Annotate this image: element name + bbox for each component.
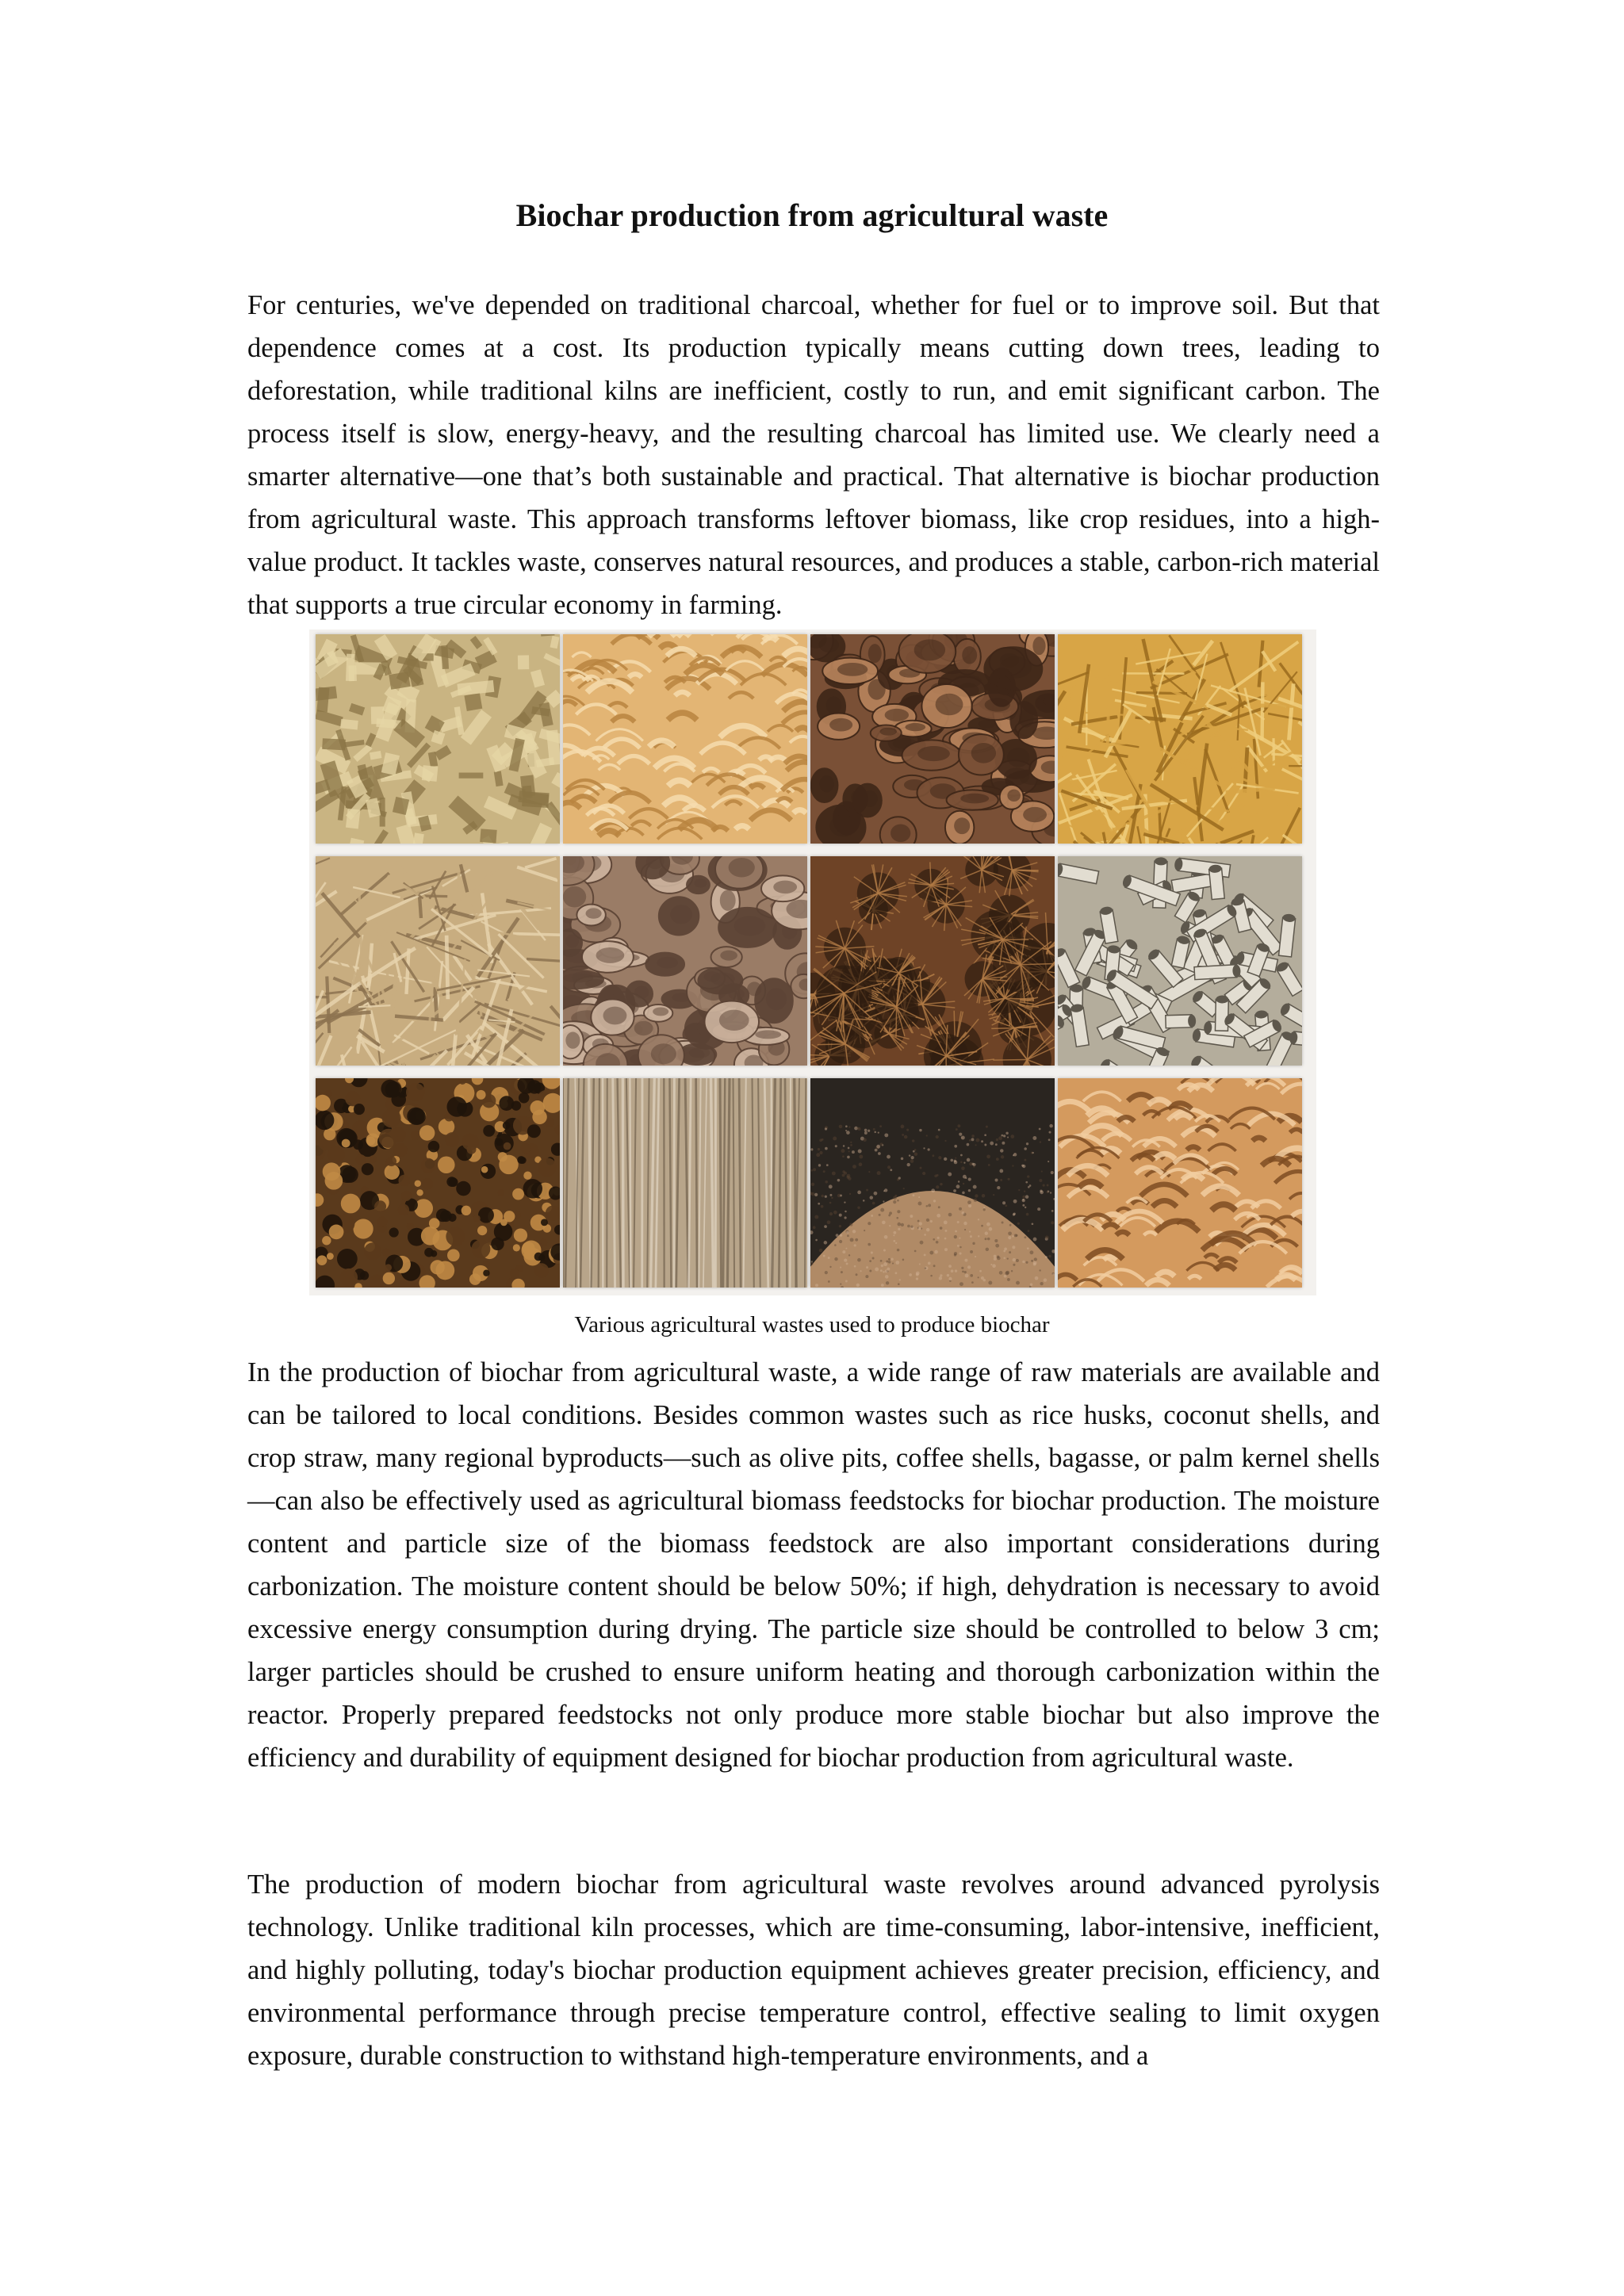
- tile-biomass-powder-pile: [810, 1078, 1055, 1288]
- document-title: Biochar production from agricultural waste: [515, 197, 1109, 233]
- tile-fiber-strands: [563, 1078, 807, 1288]
- figure-caption: Various agricultural wastes used to produce biochar: [574, 1312, 1050, 1337]
- tile-wood-chips: [316, 634, 560, 844]
- tile-sawdust-shavings: [563, 634, 807, 844]
- tile-coconut-shell-pieces: [810, 634, 1055, 844]
- feedstock-paragraph: In the production of biochar from agricultural waste, a wide range of raw materials are available and can be tailored to local conditions. Besides common wastes such as rice husks, coconut shells, and crop straw, many regional byproducts—such as olive pits, coffee shells, bagasse, or palm kernel shells—can also be effectively used as agricultural biomass feedstocks for biochar production. The moisture content and particle size of the biomass feedstock are also important considerations during carbonization. The moisture content should be below 50%; if high, dehydration is necessary to avoid excessive energy consumption during drying. The particle size should be controlled to below 3 cm; larger particles should be crushed to ensure uniform heating and thorough carbonization within the reactor. Properly prepared feedstocks not only produce more stable biochar but also improve the efficiency and durability of equipment designed for biochar production from agricultural waste.: [247, 1357, 1380, 1773]
- tile-roasted-seed-husks: [316, 1078, 560, 1288]
- feedstock-image-grid: [309, 629, 1316, 1295]
- tile-palm-kernel-shells: [563, 856, 807, 1066]
- intro-paragraph: For centuries, we've depended on traditional charcoal, whether for fuel or to improve soil. But that dependence comes at a cost. Its production typically means cutting down trees, leading to deforestation, while traditional kilns are inefficient, costly to run, and emit significant carbon. The process itself is slow, energy-heavy, and the resulting charcoal has limited use. We clearly need a smarter alternative—one that’s both sustainable and practical. That alternative is biochar production from agricultural waste. This approach transforms leftover biomass, like crop residues, into a high-value product. It tackles waste, conserves natural resources, and produces a stable, carbon-rich material that supports a true circular economy in farming.: [247, 290, 1380, 620]
- tile-cardboard-tubes: [1058, 856, 1302, 1066]
- tile-rice-straw-stalks: [1058, 634, 1302, 844]
- tile-chestnut-burrs: [810, 856, 1055, 1066]
- pyrolysis-paragraph: The production of modern biochar from agricultural waste revolves around advanced pyrolysis technology. Unlike traditional kiln processes, which are time-consuming, labor-intensive, inefficient, and highly polluting, today's biochar production equipment achieves greater precision, efficiency, and environmental performance through precise temperature control, effective sealing to limit oxygen exposure, durable construction to withstand high-temperature environments, and a: [247, 1869, 1380, 2071]
- tile-dry-straw: [316, 856, 560, 1066]
- tile-peanut-shells: [1058, 1078, 1302, 1288]
